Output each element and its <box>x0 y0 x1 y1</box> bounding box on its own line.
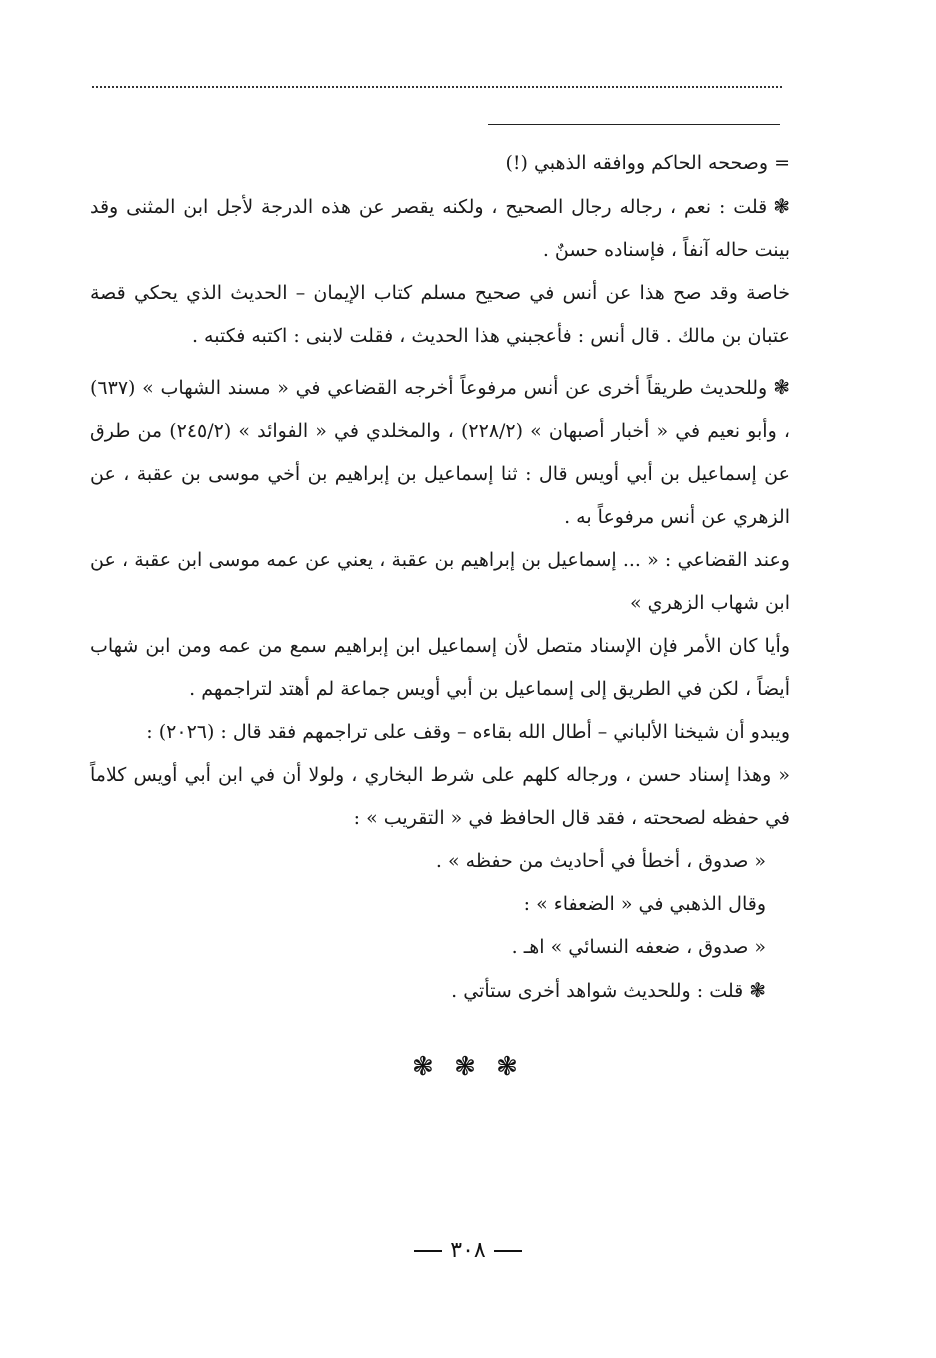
page-number-dash <box>494 1250 522 1252</box>
star-bullet-icon: ❃ <box>749 978 766 1002</box>
header-dotted-rule <box>92 86 782 88</box>
paragraph-2 <box>90 185 790 272</box>
star-bullet-icon: ❃ <box>773 375 790 399</box>
paragraph-2-text: قلت : نعم ، رجاله رجال الصحيح ، ولكنه يقصر عن هذه الدرجة لأجل ابن المثنى وقد بينت حاله آنفاً ، فإسناده حسنٌ . <box>90 196 790 261</box>
paragraph-1: = وصححه الحاكم ووافقه الذهبي (!) <box>505 152 790 174</box>
quote-line-1: « صدوق ، أخطأ في أحاديث من حفظه » . <box>435 850 766 872</box>
paragraph-6: وأيا كان الأمر فإن الإسناد متصل لأن إسماعيل ابن إبراهيم سمع من عمه ومن ابن شهاب أيضاً ، لكن في الطريق إلى إسماعيل بن أبي أويس جماعة لم أهتد لتراجمهم . <box>90 635 790 700</box>
section-separator-stars: ❃ ❃ ❃ <box>412 1052 524 1082</box>
closing-note-text: قلت : وللحديث شواهد أخرى ستأتي . <box>451 980 744 1002</box>
closing-note <box>90 969 790 1013</box>
paragraph-7: ويبدو أن شيخنا الألباني – أطال الله بقاءه – وقف على تراجمهم فقد قال : (٢٠٢٦) : <box>146 721 790 743</box>
quote-line-3: « صدوق ، ضعفه النسائي » اهـ . <box>511 936 766 958</box>
star-bullet-icon: ❃ <box>773 194 790 218</box>
page-number-dash <box>414 1250 442 1252</box>
page-number: ٣٠٨ <box>450 1238 486 1263</box>
paragraph-4 <box>90 366 790 539</box>
paragraph-3: خاصة وقد صح هذا عن أنس في صحيح مسلم كتاب الإيمان – الحديث الذي يحكي قصة عتبان بن مالك . قال أنس : فأعجبني هذا الحديث ، فقلت لابنى : اكتبه فكتبه . <box>90 282 790 347</box>
page-number-footer <box>0 1238 936 1263</box>
paragraph-8: « وهذا إسناد حسن ، ورجاله كلهم على شرط البخاري ، ولولا أن في ابن أبي أويس كلاماً في حفظه لصححته ، فقد قال الحافظ في « التقريب » : <box>90 764 790 829</box>
body-text <box>90 142 790 1013</box>
paragraph-5: وعند القضاعي : « ... إسماعيل بن إبراهيم بن عقبة ، يعني عن عمه موسى ابن عقبة ، عن ابن شهاب الزهري » <box>90 549 790 614</box>
quote-line-2: وقال الذهبي في « الضعفاء » : <box>523 893 766 915</box>
footnote-separator-rule <box>488 124 780 125</box>
paragraph-4-text: وللحديث طريقاً أخرى عن أنس مرفوعاً أخرجه القضاعي في « مسند الشهاب » (٦٣٧) ، وأبو نعيم في « أخبار أصبهان » (٢٢٨/٢) ، والمخلدي في « الفوائد » (٢٤٥/٢) من طرق عن إسماعيل بن أبي أويس قال : ثنا إسماعيل بن إبراهيم بن أخي موسى بن عقبة ، عن الزهري عن أنس مرفوعاً به . <box>90 377 790 528</box>
